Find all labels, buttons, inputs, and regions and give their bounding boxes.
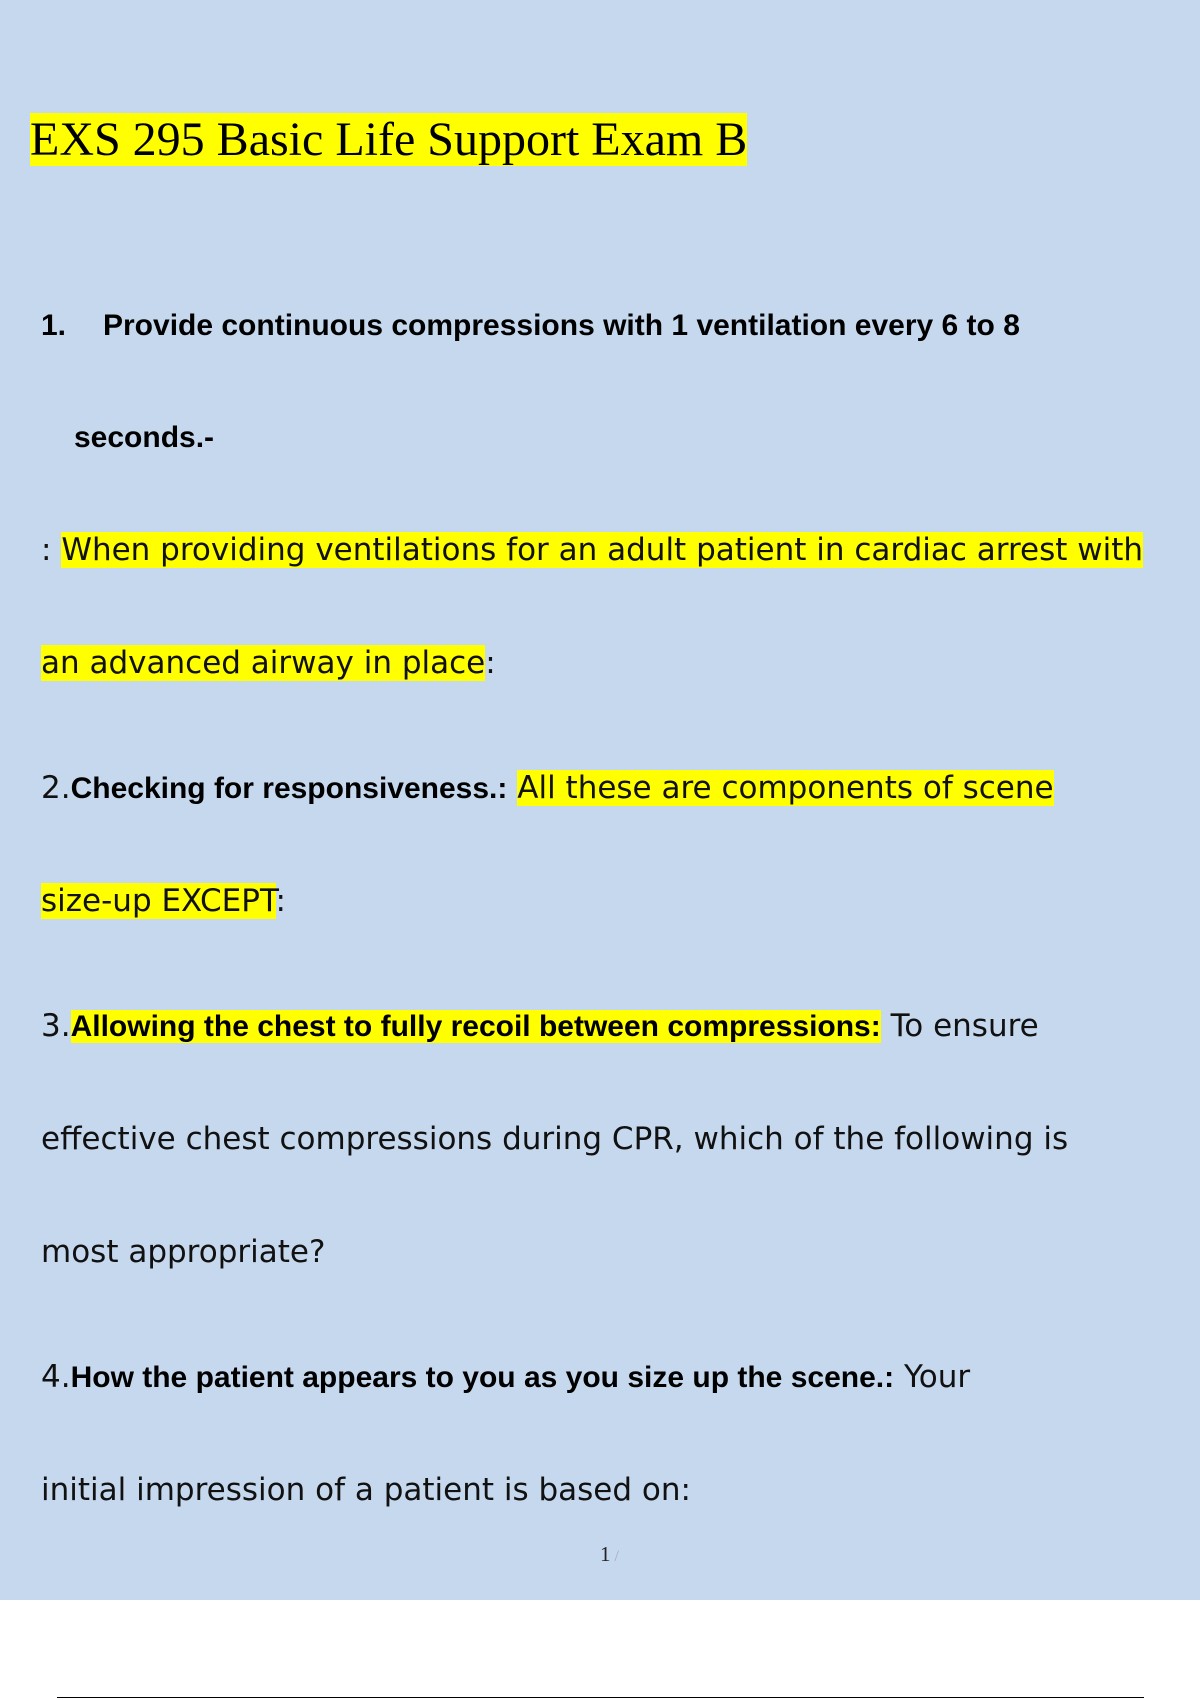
question-2-answer: Checking for responsiveness.: <box>70 772 508 805</box>
question-2-line-1 <box>41 768 1054 809</box>
question-1-separator: : <box>41 532 52 568</box>
question-1-answer-text: Provide continuous compressions with 1 ventilation every 6 to 8 <box>103 309 1020 342</box>
document-title <box>30 108 747 171</box>
question-3-line-3: most appropriate? <box>41 1234 326 1270</box>
question-1-answer-line-1 <box>41 306 1020 346</box>
page-number-value: 1 <box>600 1542 611 1566</box>
page-bottom-divider <box>57 1697 1144 1698</box>
page-number <box>600 1542 619 1567</box>
question-4-number: 4. <box>41 1359 71 1395</box>
title-text: EXS 295 Basic Life Support Exam B <box>30 113 748 166</box>
question-1-question-line-1 <box>41 530 1143 570</box>
question-4-answer: How the patient appears to you as you size up the scene.: <box>70 1361 895 1394</box>
question-2-number: 2. <box>41 770 71 806</box>
question-1-question-text-cont: an advanced airway in place <box>41 645 486 681</box>
question-2-end: : <box>275 883 286 919</box>
question-4-question-text: Your <box>903 1359 971 1395</box>
question-3-line-2: effective chest compressions during CPR, which of the following is <box>41 1121 1069 1157</box>
question-3-question-text: To ensure <box>890 1008 1039 1044</box>
question-2-line-2 <box>41 881 286 921</box>
question-4-line-1 <box>41 1357 970 1398</box>
question-1-number: 1. <box>41 309 67 342</box>
question-2-question-text: All these are components of scene <box>517 770 1054 806</box>
question-4-line-2: initial impression of a patient is based on: <box>41 1472 691 1508</box>
question-3-number: 3. <box>41 1008 71 1044</box>
page-number-suffix: / <box>614 1548 619 1565</box>
question-1-question-text: When providing ventilations for an adult patient in cardiac arrest with <box>61 532 1144 568</box>
question-3-line-1 <box>41 1006 1039 1047</box>
question-1-question-line-2 <box>41 643 496 683</box>
question-1-answer-line-2: seconds.- <box>74 421 215 454</box>
question-1-end: : <box>485 645 496 681</box>
question-2-question-text-cont: size-up EXCEPT <box>41 883 276 919</box>
question-3-answer: Allowing the chest to fully recoil between compressions: <box>70 1010 881 1043</box>
